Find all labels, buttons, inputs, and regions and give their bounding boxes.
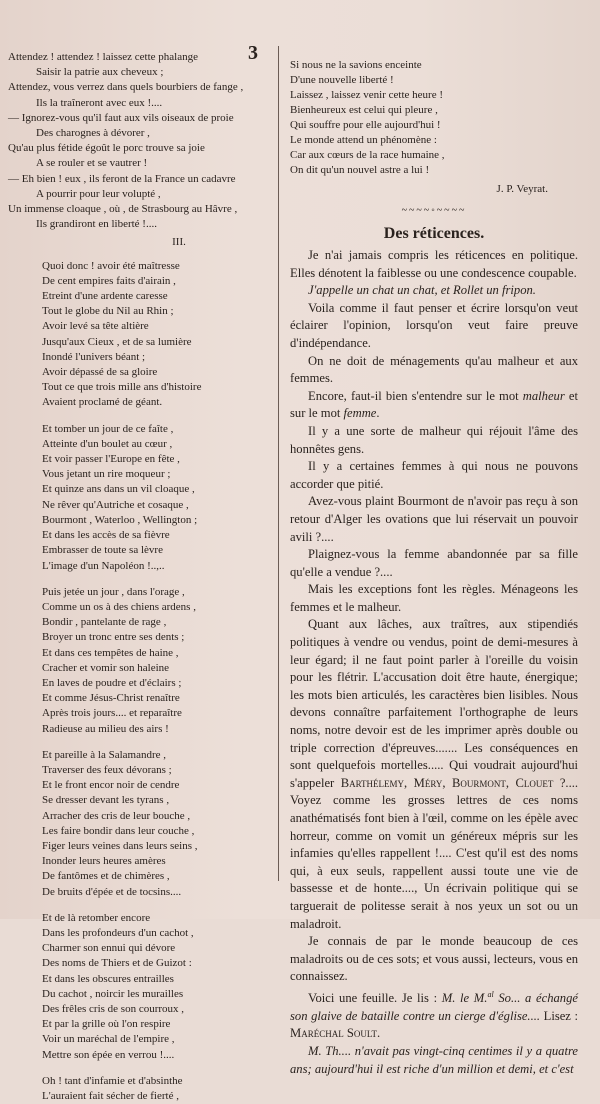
verse-line: Et le front encor noir de cendre	[42, 779, 180, 792]
article-paragraph	[290, 423, 578, 458]
verse-line: Atteinte d'un boulet au cœur ,	[42, 437, 173, 450]
article-body	[290, 247, 578, 1078]
text-run: Je n'ai jamais compris les réticences en politique. Elles dénotent la faiblesse ou une condescence coupable.	[290, 248, 578, 280]
text-run: ?.... Voyez comme les grosses lettres de ces noms anathématisés font bien à l'œil, comme on les épèle avec horreur, comme on vomit un généreux mépris sur les infamies qu'elles rappellent !.... C'est qu'il est des noms qui, à eux seuls, rappellent aussi toute une vie de bassesse et de honte...., Un écrivain politique qui se targuerait de politesse serait à nos yeux un sot ou un maladroit.	[290, 775, 579, 931]
text-run: et sur le mot	[290, 388, 578, 421]
article-paragraph	[290, 493, 578, 546]
verse-line: Et tomber un jour de ce faîte ,	[42, 422, 174, 435]
verse-line: Se dresser devant les tyrans ,	[42, 794, 170, 807]
article-paragraph	[290, 247, 578, 282]
text-run: .	[376, 406, 380, 421]
text-run: So... a échangé son glaive de bataille contre un cierge d'église....	[290, 991, 578, 1023]
verse-line: Oh ! tant d'infamie et d'absinthe	[42, 1074, 183, 1087]
verse-line: Bourmont , Waterloo , Wellington ;	[42, 513, 198, 526]
verse-line: A pourrir pour leur volupté ,	[36, 187, 161, 200]
text-run: M. le M.	[441, 991, 488, 1006]
verse-line: En laves de poudre et d'éclairs ;	[42, 676, 182, 689]
verse-line: Inonder leurs heures amères	[42, 855, 166, 868]
verse-line: Avoir levé sa tête altière	[42, 320, 149, 333]
text-run: Il y a une sorte de malheur qui réjouit l'âme des honnêtes gens.	[290, 423, 578, 456]
verse-line: Vous jetant un rire moqueur ;	[42, 468, 171, 481]
article-paragraph	[290, 282, 578, 300]
verse-line: — Ignorez-vous qu'il faut aux vils oiseaux de proie	[8, 111, 234, 124]
verse-line: Du cachot , noircir les murailles	[42, 987, 184, 1000]
stanza-g	[8, 1074, 270, 1104]
text-run: Il y a certaines femmes à qui nous ne pouvons accorder que pitié.	[290, 459, 578, 491]
verse-line: Si nous ne la savions enceinte	[290, 59, 422, 71]
article-paragraph	[290, 458, 578, 493]
text-run: Lisez :	[540, 1008, 578, 1023]
text-run: femme	[343, 406, 377, 421]
verse-line: Et voir passer l'Europe en fête ,	[42, 453, 180, 466]
text-run: Voici une feuille. Je lis :	[308, 991, 442, 1006]
text-run: malheur	[522, 388, 565, 403]
text-run: On ne doit de ménagements qu'au malheur et aux femmes.	[290, 353, 578, 386]
page-number: 3	[248, 42, 258, 64]
verse-line: Dans les profondeurs d'un cachot ,	[42, 926, 194, 939]
section-ornament: ~~~~◦~~~~	[401, 205, 467, 216]
poem-signature: J. P. Veyrat.	[496, 183, 548, 195]
text-run: Bourmont	[451, 775, 506, 790]
verse-line: Arracher des cris de leur bouche ,	[42, 809, 191, 822]
verse-line: Comme un os à des chiens ardens ,	[42, 600, 196, 613]
verse-line: Attendez, vous verrez dans quels bourbiers de fange ,	[8, 81, 244, 94]
text-run: ,	[404, 775, 414, 790]
verse-line: Attendez ! attendez ! laissez cette phalange	[8, 51, 198, 63]
text-run: M. Th.... n'avait pas vingt-cinq centimes il y a quatre ans; aujourd'hui il est riche d'un million et demi, et c'est	[290, 1043, 578, 1076]
text-run: .	[377, 1026, 381, 1041]
text-run: Quant aux lâches, aux traîtres, aux stipendiés politiques à vendre ou vendus, point de demi-mesures à leur égard; il ne faut point parler à l'oreille du voisin pour les flétrir. L'accusation doit être haute, énergique; les mots bien articulés, les caractères bien lisibles. Nous devons connaître parfaitement l'orthographe de leurs noms, notre devoir est de les imprimer après double ou triple correction d'épreuves....... Les conséquences en sont quelquefois mortelles..... Qui voudrait aujourd'hui s'appeler	[290, 617, 578, 790]
verse-line: Et de là retomber encore	[42, 911, 151, 924]
verse-line: Et dans ces tempêtes de haine ,	[42, 646, 179, 659]
column-divider	[278, 46, 279, 881]
article-paragraph	[290, 546, 578, 581]
verse-line: Qui souffre pour elle aujourd'hui !	[290, 119, 441, 131]
verse-line: A se rouler et se vautrer !	[36, 157, 148, 170]
verse-line: Embrasser de toute sa lèvre	[42, 544, 163, 557]
text-run: Maréchal Soult	[290, 1026, 378, 1041]
article-paragraph	[290, 300, 578, 353]
text-run: Mais les exceptions font les règles. Ménageons les femmes et le malheur.	[290, 582, 578, 614]
verse-line: Des noms de Thiers et de Guizot :	[42, 957, 192, 970]
verse-line: De fantômes et de chimères ,	[42, 870, 170, 883]
verse-line: Ne rêver qu'Autriche et cosaque ,	[42, 498, 189, 511]
verse-line: De cent empires faits d'airain ,	[42, 274, 176, 287]
text-run: Clouet	[515, 775, 554, 790]
verse-line: On dit qu'un nouvel astre a lui !	[290, 164, 430, 176]
verse-line: Et dans les accès de sa fièvre	[42, 529, 170, 542]
stanza-e	[8, 748, 270, 900]
verse-line: Etreint d'une ardente caresse	[42, 290, 168, 303]
verse-line: Car aux cœurs de la race humaine ,	[290, 149, 445, 161]
verse-line: Jusqu'aux Cieux , et de sa lumière	[42, 335, 192, 348]
verse-line: Laissez , laissez venir cette heure !	[290, 89, 444, 101]
verse-line: Ils grandiront en liberté !....	[36, 218, 157, 231]
verse-line: Voir un maréchal de l'empire ,	[42, 1033, 175, 1046]
verse-line: Qu'au plus fétide égoût le porc trouve sa joie	[8, 142, 205, 155]
verse-line: Et quinze ans dans un vil cloaque ,	[42, 483, 195, 496]
stanza-number: III.	[172, 236, 186, 249]
verse-line: — Eh bien ! eux , ils feront de la France un cadavre	[8, 172, 236, 185]
verse-line: Des charognes à dévorer ,	[36, 127, 150, 140]
article-paragraph	[290, 353, 578, 388]
stanza-c	[8, 422, 270, 574]
verse-line: L'auraient fait sécher de fierté ,	[42, 1090, 179, 1102]
verse-line: Figer leurs veines dans leurs seins ,	[42, 839, 198, 852]
text-run: Je connais de par le monde beaucoup de ces maladroits ou de ces sots; et vous aussi, lecteurs, vous en connaissez.	[290, 934, 578, 984]
verse-line: Avoir dépassé de sa gloire	[42, 366, 158, 379]
verse-line: Et comme Jésus-Christ renaître	[42, 692, 180, 705]
text-run: Avez-vous plaint Bourmont de n'avoir pas reçu à son retour d'Alger les ovations que lui réservait un pouvoir avili ?....	[290, 494, 578, 544]
verse-line: Inondé l'univers béant ;	[42, 350, 146, 363]
text-run: Méry	[413, 775, 443, 790]
verse-line: Ils la traîneront avec eux !....	[36, 96, 163, 109]
text-run: J'appelle un chat un chat, et Rollet un fripon.	[308, 283, 536, 298]
article-paragraph	[290, 616, 578, 933]
verse-line: Après trois jours.... et reparaître	[42, 707, 182, 720]
verse-line: Charmer son ennui qui dévore	[42, 942, 176, 955]
verse-line: Cracher et vomir son haleine	[42, 661, 170, 674]
article-paragraph	[290, 581, 578, 616]
verse-line: Tout le globe du Nil au Rhin ;	[42, 305, 174, 318]
verse-line: Les faire bondir dans leur couche ,	[42, 824, 195, 837]
left-column-poem	[8, 50, 270, 1104]
verse-line: Et par la grille où l'on respire	[42, 1018, 171, 1031]
text-run: ,	[505, 775, 516, 790]
article-title: Des réticences.	[383, 225, 485, 242]
verse-line: L'image d'un Napoléon !..,..	[42, 559, 165, 572]
stanza-b	[8, 259, 270, 411]
article-paragraph	[290, 986, 578, 1043]
poem-ending	[290, 58, 578, 178]
verse-line: Le monde attend un phénomène :	[290, 134, 437, 146]
stanza-a	[8, 50, 270, 232]
verse-line: Avaient proclamé de géant.	[42, 396, 163, 409]
verse-line: De bruits d'épée et de tocsins....	[42, 885, 182, 898]
verse-line: Bienheureux est celui qui pleure ,	[290, 104, 438, 116]
verse-line: Quoi donc ! avoir été maîtresse	[42, 259, 180, 272]
verse-line: Bondir , pantelante de rage ,	[42, 616, 167, 629]
right-column	[290, 58, 578, 1078]
stanza-d	[8, 585, 270, 737]
verse-line: Broyer un tronc entre ses dents ;	[42, 631, 185, 644]
verse-line: Mettre son épée en verrou !....	[42, 1048, 175, 1061]
verse-line: Et pareille à la Salamandre ,	[42, 748, 166, 761]
verse-line: Radieuse au milieu des airs !	[42, 722, 169, 735]
text-run: Barthélemy	[340, 775, 405, 790]
verse-line: D'une nouvelle liberté !	[290, 74, 394, 86]
verse-line: Et dans les obscures entrailles	[42, 972, 174, 985]
verse-line: Saisir la patrie aux cheveux ;	[36, 66, 164, 79]
text-run: ,	[442, 775, 452, 790]
text-run: al	[487, 989, 494, 999]
text-run: Voila comme il faut penser et écrire lorsqu'on veut éclairer l'opinion, lorsqu'on veut faire preuve d'indépendance.	[290, 300, 578, 350]
stanza-f	[8, 911, 270, 1063]
verse-line: Traverser des feux dévorans ;	[42, 763, 172, 776]
verse-line: Un immense cloaque , où , de Strasbourg au Hâvre ,	[8, 203, 238, 216]
verse-line: Des frêles cris de son courroux ,	[42, 1002, 185, 1015]
article-paragraph	[290, 933, 578, 986]
text-run: Encore, faut-il bien s'entendre sur le mot	[308, 388, 523, 403]
verse-line: Puis jetée un jour , dans l'orage ,	[42, 585, 185, 598]
text-run: Plaignez-vous la femme abandonnée par sa fille qu'elle a vendue ?....	[290, 547, 578, 579]
verse-line: Tout ce que trois mille ans d'histoire	[42, 381, 202, 394]
article-paragraph	[290, 1043, 578, 1078]
article-paragraph	[290, 388, 578, 423]
